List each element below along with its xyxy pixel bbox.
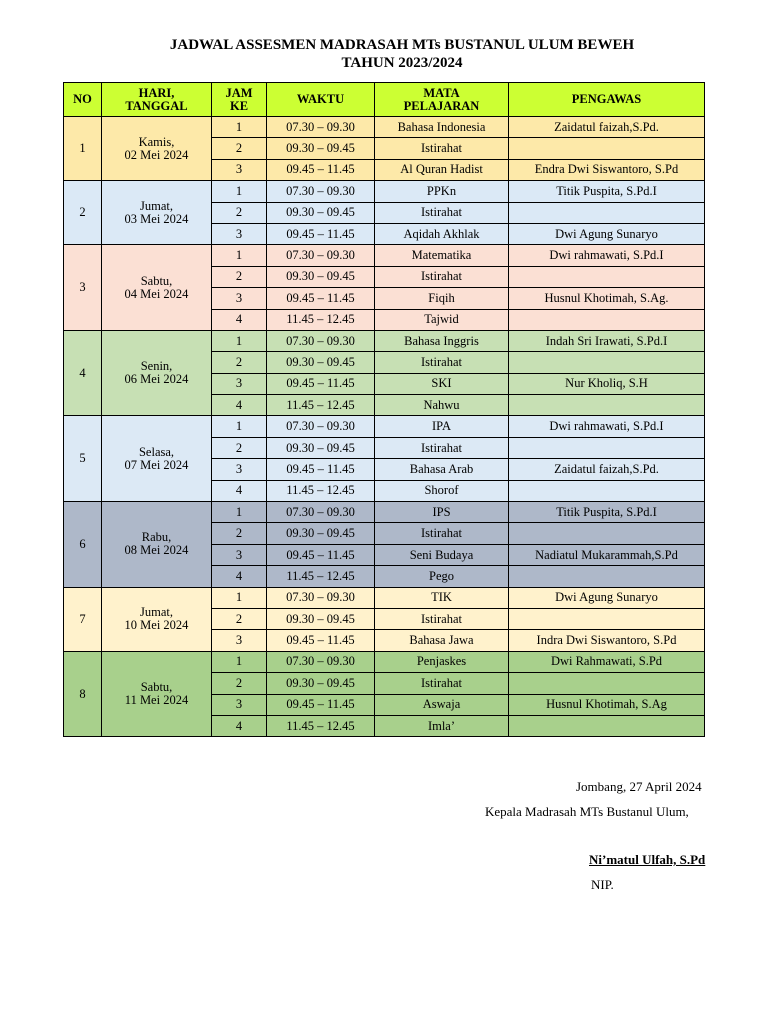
cell-date: 03 Mei 2024 [124, 211, 189, 226]
cell-mata-pelajaran: Istirahat [375, 266, 509, 287]
header-hari-tanggal [102, 83, 212, 117]
cell-pengawas: Nadiatul Mukarammah,S.Pd [509, 544, 705, 565]
cell-pengawas [509, 608, 705, 629]
cell-mata-pelajaran: Aswaja [375, 694, 509, 715]
cell-hari-tanggal [102, 651, 212, 737]
cell-mata-pelajaran: Imla’ [375, 715, 509, 736]
cell-jam-ke: 3 [212, 223, 267, 244]
cell-day-name: Sabtu, [140, 680, 173, 695]
cell-mata-pelajaran: TIK [375, 587, 509, 608]
cell-pengawas: Indra Dwi Siswantoro, S.Pd [509, 630, 705, 651]
cell-waktu: 07.30 – 09.30 [267, 245, 375, 266]
cell-day-name: Jumat, [140, 198, 173, 213]
cell-jam-ke: 1 [212, 416, 267, 437]
cell-pengawas: Husnul Khotimah, S.Ag [509, 694, 705, 715]
header-pengawas: PENGAWAS [509, 83, 705, 117]
cell-day-name: Rabu, [141, 530, 172, 545]
cell-jam-ke: 4 [212, 395, 267, 416]
cell-jam-ke: 1 [212, 117, 267, 138]
cell-date: 02 Mei 2024 [124, 147, 189, 162]
cell-waktu: 09.30 – 09.45 [267, 266, 375, 287]
table-row [64, 330, 705, 351]
cell-mata-pelajaran: Istirahat [375, 437, 509, 458]
cell-waktu: 09.45 – 11.45 [267, 630, 375, 651]
cell-mata-pelajaran: Nahwu [375, 395, 509, 416]
cell-day-name: Selasa, [138, 444, 175, 459]
cell-pengawas [509, 352, 705, 373]
title-line-1: JADWAL ASSESMEN MADRASAH MTs BUSTANUL ULUM BEWEH [169, 37, 635, 53]
cell-waktu: 09.45 – 11.45 [267, 459, 375, 480]
cell-jam-ke: 1 [212, 651, 267, 672]
cell-mata-pelajaran: Istirahat [375, 608, 509, 629]
cell-pengawas [509, 138, 705, 159]
cell-pengawas: Dwi rahmawati, S.Pd.I [509, 245, 705, 266]
table-row [64, 117, 705, 138]
cell-waktu: 11.45 – 12.45 [267, 566, 375, 587]
cell-jam-ke: 3 [212, 694, 267, 715]
cell-mata-pelajaran: Bahasa Arab [375, 459, 509, 480]
cell-mata-pelajaran: Bahasa Inggris [375, 330, 509, 351]
cell-date: 06 Mei 2024 [124, 372, 189, 387]
cell-pengawas: Dwi Agung Sunaryo [509, 587, 705, 608]
header-hari-line2: TANGGAL [125, 98, 188, 113]
cell-mata-pelajaran: Al Quran Hadist [375, 159, 509, 180]
cell-pengawas [509, 395, 705, 416]
cell-day-name: Sabtu, [140, 273, 173, 288]
cell-mata-pelajaran: Pego [375, 566, 509, 587]
signature-name: Ni’matul Ulfah, S.Pd [589, 852, 706, 867]
cell-pengawas: Husnul Khotimah, S.Ag. [509, 288, 705, 309]
schedule-body [64, 117, 705, 737]
cell-jam-ke: 1 [212, 502, 267, 523]
cell-jam-ke: 1 [212, 245, 267, 266]
cell-no: 4 [64, 330, 102, 416]
cell-no: 3 [64, 245, 102, 331]
cell-waktu: 11.45 – 12.45 [267, 480, 375, 501]
cell-jam-ke: 2 [212, 352, 267, 373]
cell-jam-ke: 2 [212, 138, 267, 159]
cell-pengawas: Zaidatul faizah,S.Pd. [509, 459, 705, 480]
cell-waktu: 09.30 – 09.45 [267, 352, 375, 373]
cell-waktu: 07.30 – 09.30 [267, 651, 375, 672]
table-row [64, 502, 705, 523]
cell-jam-ke: 3 [212, 630, 267, 651]
cell-mata-pelajaran: Matematika [375, 245, 509, 266]
cell-hari-tanggal [102, 330, 212, 416]
cell-mata-pelajaran: Tajwid [375, 309, 509, 330]
cell-jam-ke: 1 [212, 330, 267, 351]
cell-pengawas [509, 266, 705, 287]
cell-waktu: 11.45 – 12.45 [267, 309, 375, 330]
cell-jam-ke: 4 [212, 480, 267, 501]
cell-jam-ke: 2 [212, 523, 267, 544]
cell-jam-ke: 1 [212, 181, 267, 202]
cell-pengawas [509, 523, 705, 544]
cell-waktu: 09.45 – 11.45 [267, 694, 375, 715]
cell-mata-pelajaran: Bahasa Indonesia [375, 117, 509, 138]
cell-day-name: Jumat, [140, 605, 173, 620]
cell-waktu: 09.45 – 11.45 [267, 159, 375, 180]
cell-pengawas: Dwi Agung Sunaryo [509, 223, 705, 244]
cell-waktu: 07.30 – 09.30 [267, 181, 375, 202]
cell-mata-pelajaran: Istirahat [375, 523, 509, 544]
cell-waktu: 07.30 – 09.30 [267, 416, 375, 437]
cell-mata-pelajaran: Istirahat [375, 202, 509, 223]
cell-jam-ke: 1 [212, 587, 267, 608]
header-jam-line2: KE [229, 98, 249, 113]
cell-jam-ke: 2 [212, 437, 267, 458]
cell-waktu: 11.45 – 12.45 [267, 395, 375, 416]
schedule-table [63, 82, 705, 737]
cell-pengawas [509, 202, 705, 223]
header-mapel-line1: MATA [423, 85, 460, 100]
cell-pengawas: Titik Puspita, S.Pd.I [509, 502, 705, 523]
cell-waktu: 09.30 – 09.45 [267, 673, 375, 694]
cell-pengawas: Zaidatul faizah,S.Pd. [509, 117, 705, 138]
cell-hari-tanggal [102, 416, 212, 502]
cell-jam-ke: 3 [212, 373, 267, 394]
header-hari-line1: HARI, [138, 85, 175, 100]
cell-no: 6 [64, 502, 102, 588]
cell-jam-ke: 2 [212, 202, 267, 223]
cell-jam-ke: 2 [212, 608, 267, 629]
cell-jam-ke: 4 [212, 715, 267, 736]
cell-hari-tanggal [102, 245, 212, 331]
cell-mata-pelajaran: Aqidah Akhlak [375, 223, 509, 244]
cell-no: 5 [64, 416, 102, 502]
cell-hari-tanggal [102, 181, 212, 245]
title-line-2: TAHUN 2023/2024 [341, 55, 463, 71]
cell-hari-tanggal [102, 502, 212, 588]
cell-waktu: 09.45 – 11.45 [267, 223, 375, 244]
header-jam-line1: JAM [225, 85, 253, 100]
cell-date: 11 Mei 2024 [124, 693, 189, 708]
cell-mata-pelajaran: Istirahat [375, 673, 509, 694]
table-header-row [64, 83, 705, 117]
cell-waktu: 09.30 – 09.45 [267, 202, 375, 223]
cell-jam-ke: 3 [212, 459, 267, 480]
cell-mata-pelajaran: Istirahat [375, 138, 509, 159]
cell-jam-ke: 3 [212, 288, 267, 309]
header-no: NO [64, 83, 102, 117]
cell-pengawas: Titik Puspita, S.Pd.I [509, 181, 705, 202]
cell-waktu: 09.30 – 09.45 [267, 138, 375, 159]
cell-waktu: 09.45 – 11.45 [267, 373, 375, 394]
cell-no: 7 [64, 587, 102, 651]
cell-mata-pelajaran: IPS [375, 502, 509, 523]
cell-pengawas [509, 566, 705, 587]
cell-date: 08 Mei 2024 [124, 543, 189, 558]
cell-mata-pelajaran: Seni Budaya [375, 544, 509, 565]
cell-waktu: 09.30 – 09.45 [267, 608, 375, 629]
cell-jam-ke: 3 [212, 159, 267, 180]
cell-pengawas: Dwi Rahmawati, S.Pd [509, 651, 705, 672]
cell-waktu: 07.30 – 09.30 [267, 330, 375, 351]
cell-mata-pelajaran: PPKn [375, 181, 509, 202]
cell-mata-pelajaran: Penjaskes [375, 651, 509, 672]
cell-waktu: 07.30 – 09.30 [267, 587, 375, 608]
cell-waktu: 09.30 – 09.45 [267, 437, 375, 458]
cell-no: 2 [64, 181, 102, 245]
cell-jam-ke: 2 [212, 673, 267, 694]
cell-jam-ke: 3 [212, 544, 267, 565]
cell-date: 10 Mei 2024 [124, 618, 189, 633]
cell-waktu: 11.45 – 12.45 [267, 715, 375, 736]
cell-day-name: Senin, [140, 359, 173, 374]
cell-mata-pelajaran: Bahasa Jawa [375, 630, 509, 651]
cell-hari-tanggal [102, 117, 212, 181]
cell-date: 07 Mei 2024 [124, 457, 189, 472]
table-row [64, 416, 705, 437]
cell-jam-ke: 4 [212, 309, 267, 330]
cell-mata-pelajaran: Shorof [375, 480, 509, 501]
cell-mata-pelajaran: SKI [375, 373, 509, 394]
cell-pengawas: Endra Dwi Siswantoro, S.Pd [509, 159, 705, 180]
cell-mata-pelajaran: Istirahat [375, 352, 509, 373]
cell-day-name: Kamis, [138, 134, 175, 149]
cell-waktu: 09.30 – 09.45 [267, 523, 375, 544]
cell-no: 8 [64, 651, 102, 737]
cell-jam-ke: 2 [212, 266, 267, 287]
header-mata-pelajaran [375, 83, 509, 117]
table-row [64, 587, 705, 608]
cell-hari-tanggal [102, 587, 212, 651]
cell-mata-pelajaran: Fiqih [375, 288, 509, 309]
cell-pengawas: Indah Sri Irawati, S.Pd.I [509, 330, 705, 351]
header-mapel-line2: PELAJARAN [403, 98, 480, 113]
cell-pengawas [509, 673, 705, 694]
cell-date: 04 Mei 2024 [124, 286, 189, 301]
cell-pengawas [509, 480, 705, 501]
cell-pengawas [509, 715, 705, 736]
cell-jam-ke: 4 [212, 566, 267, 587]
document-title [0, 36, 768, 72]
cell-pengawas: Dwi rahmawati, S.Pd.I [509, 416, 705, 437]
cell-pengawas [509, 309, 705, 330]
signature-nip: NIP. [591, 877, 614, 892]
header-waktu: WAKTU [267, 83, 375, 117]
cell-mata-pelajaran: IPA [375, 416, 509, 437]
cell-waktu: 07.30 – 09.30 [267, 117, 375, 138]
cell-no: 1 [64, 117, 102, 181]
table-row [64, 651, 705, 672]
cell-waktu: 09.45 – 11.45 [267, 288, 375, 309]
cell-waktu: 07.30 – 09.30 [267, 502, 375, 523]
header-jam-ke [212, 83, 267, 117]
cell-waktu: 09.45 – 11.45 [267, 544, 375, 565]
signature-role: Kepala Madrasah MTs Bustanul Ulum, [485, 804, 689, 819]
cell-pengawas: Nur Kholiq, S.H [509, 373, 705, 394]
signature-place-date: Jombang, 27 April 2024 [576, 779, 702, 794]
table-row [64, 181, 705, 202]
table-row [64, 245, 705, 266]
cell-pengawas [509, 437, 705, 458]
